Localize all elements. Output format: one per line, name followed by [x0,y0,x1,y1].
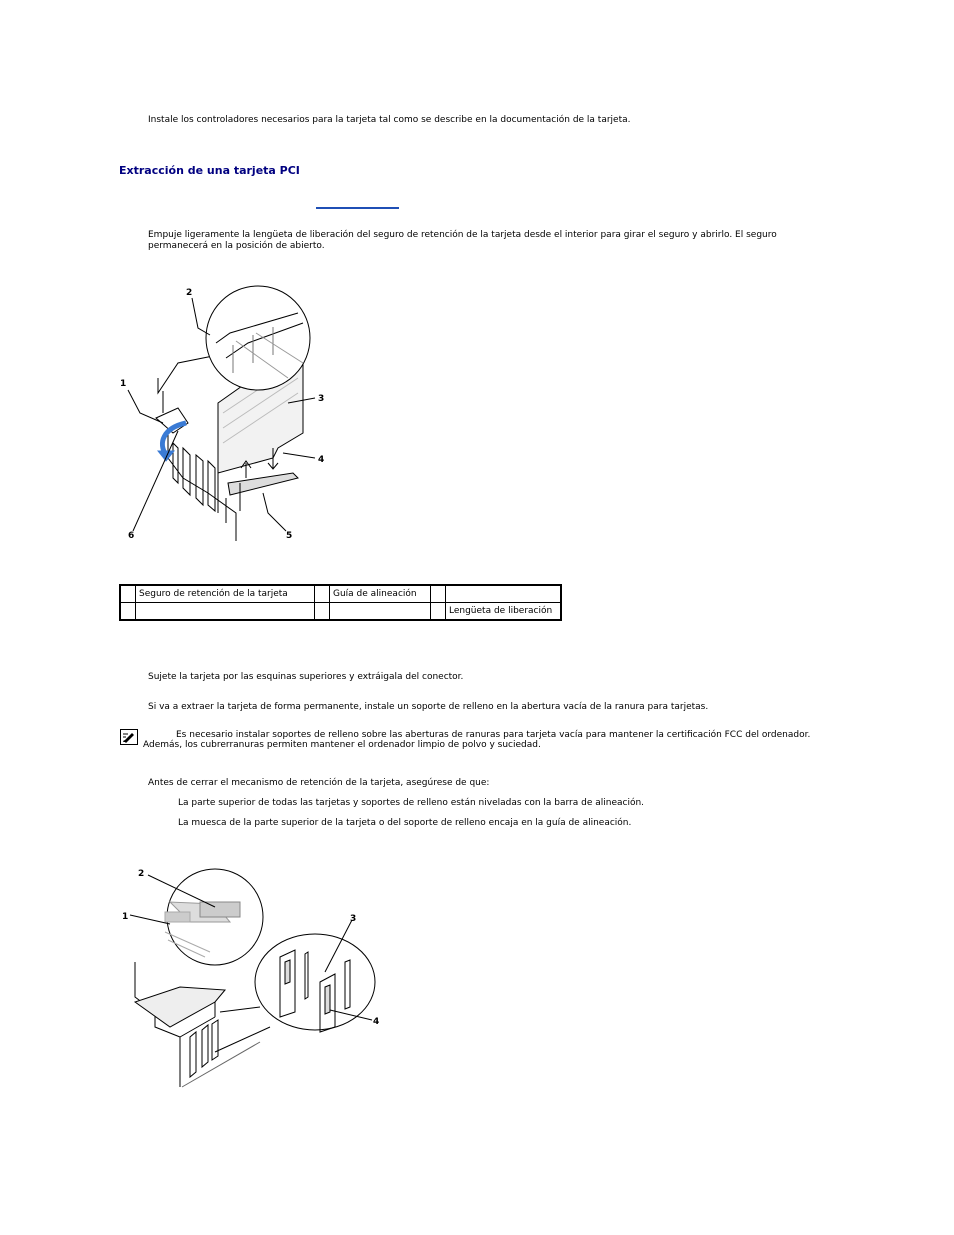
callout-6: 6 [128,531,135,541]
callout-1: 1 [120,379,127,389]
table-cell: Guía de alineación [330,585,431,603]
pencil-note-icon [120,729,138,745]
bullet-item: La parte superior de todas las tarjetas y soportes de relleno están niveladas con la barra de alineación. [178,798,645,808]
callout-3: 3 [318,394,325,404]
section-heading: Extracción de una tarjeta PCI [119,164,300,177]
alignment-bar-figure [120,862,382,1090]
step-before-close: Antes de cerrar el mecanismo de retención de la tarjeta, asegúrese de que: [148,778,490,788]
step-push-tab-line1: Empuje ligeramente la lengüeta de liberación del seguro de retención de la tarjeta desde el interior para girar el seguro y abrirlo. El seguro [148,230,777,240]
callout-2: 2 [186,288,193,298]
table-cell [120,603,136,621]
table-cell [431,603,446,621]
note-text-line2: Además, los cubrerranuras permiten mantener el ordenador limpio de polvo y suciedad. [143,740,541,750]
step-push-tab-line2: permanecerá en la posición de abierto. [148,241,325,251]
table-cell [136,603,315,621]
table-cell [120,585,136,603]
table-row [120,585,561,603]
callout-legend-table [119,584,562,621]
callout-2: 2 [138,869,145,879]
table-cell [446,585,562,603]
table-cell: Lengüeta de liberación [446,603,562,621]
table-cell [315,585,330,603]
callout-4: 4 [373,1017,380,1027]
step-install-filler: Si va a extraer la tarjeta de forma permanente, instale un soporte de relleno en la abertura vacía de la ranura para tarjetas. [148,702,709,712]
callout-4: 4 [318,455,325,465]
table-cell [431,585,446,603]
callout-5: 5 [286,531,293,541]
step-grasp-card: Sujete la tarjeta por las esquinas superiores y extráigala del conector. [148,672,464,682]
callout-1: 1 [122,912,129,922]
table-row [120,603,561,621]
step-install-drivers: Instale los controladores necesarios para la tarjeta tal como se describe en la documentación de la tarjeta. [148,115,631,125]
hyperlink-underline[interactable] [316,207,399,209]
table-cell: Seguro de retención de la tarjeta [136,585,315,603]
note-text-line1: Es necesario instalar soportes de relleno sobre las aberturas de ranuras para tarjeta vacía para mantener la certificación FCC del ordenador. [176,730,811,740]
retention-latch-figure [118,283,358,545]
table-cell [315,603,330,621]
bullet-item: La muesca de la parte superior de la tarjeta o del soporte de relleno encaja en la guía de alineación. [178,818,632,828]
callout-3: 3 [350,914,357,924]
table-cell [330,603,431,621]
